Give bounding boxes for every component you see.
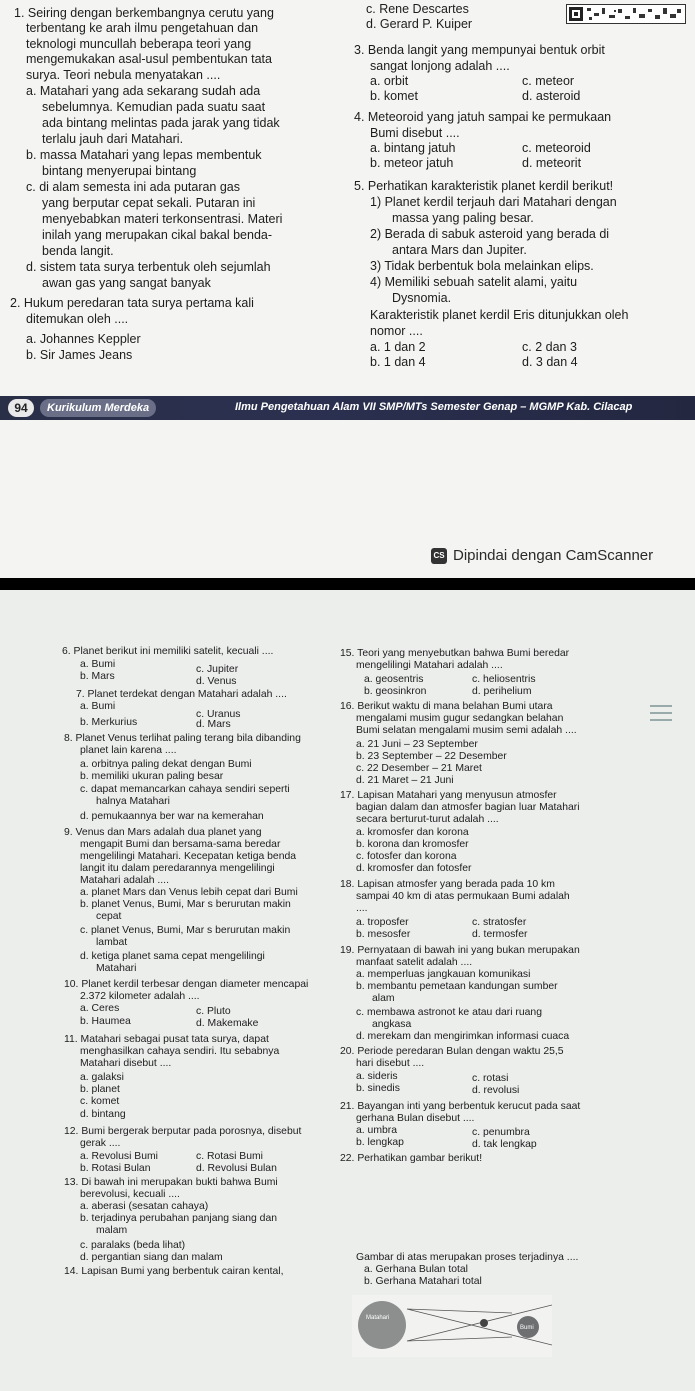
text-line: terlalu jauh dari Matahari. — [42, 132, 184, 146]
text-line: yang berputar cepat sekali. Putaran ini — [42, 196, 256, 210]
text-line: c. meteor — [522, 74, 575, 88]
text-line: cepat — [96, 911, 122, 922]
text-line: b. planet Venus, Bumi, Mar s berurutan makin — [80, 899, 291, 910]
text-line: c. Rotasi Bumi — [196, 1151, 263, 1162]
text-line: mengalami musim gugur sedangkan belahan — [356, 713, 564, 724]
text-line: c. stratosfer — [472, 917, 527, 928]
text-line: a. memperluas jangkauan komunikasi — [356, 969, 531, 980]
text-line: b. sinedis — [356, 1083, 400, 1094]
text-line: d. pemukaannya ber war na kemerahan — [80, 811, 264, 822]
text-line: manfaat satelit adalah .... — [356, 957, 473, 968]
text-line: angkasa — [372, 1019, 412, 1030]
text-line: langit itu dalam peredarannya mengelilingi — [80, 863, 275, 874]
text-line: b. terjadinya perubahan panjang siang dan — [80, 1213, 278, 1224]
text-line: awan gas yang sangat banyak — [42, 276, 211, 290]
scanned-page-2 — [0, 590, 695, 1391]
text-line: a. aberasi (sesatan cahaya) — [80, 1201, 209, 1212]
text-line: ada bintang melintas pada jarak yang tidak — [42, 116, 280, 130]
camscanner-logo: CS — [431, 548, 447, 564]
text-line: 2.372 kilometer adalah .... — [80, 991, 200, 1002]
text-line: a. Revolusi Bumi — [80, 1151, 158, 1162]
text-line: d. Revolusi Bulan — [196, 1163, 277, 1174]
text-line: a. galaksi — [80, 1072, 124, 1083]
text-line: gerhana Bulan disebut .... — [356, 1113, 475, 1124]
text-line: d. meteorit — [522, 156, 582, 170]
text-line: c. heliosentris — [472, 674, 536, 685]
text-line: a. geosentris — [364, 674, 424, 685]
text-line: 1) Planet kerdil terjauh dari Matahari dengan — [370, 195, 617, 209]
text-line: sampai 40 km di atas permukaan Bumi adalah — [356, 891, 570, 902]
text-line: a. orbit — [370, 74, 409, 88]
text-line: d. Venus — [196, 676, 237, 687]
text-line: mengelilingi Matahari adalah .... — [356, 660, 503, 671]
text-line: 3) Tidak berbentuk bola melainkan elips. — [370, 259, 594, 273]
text-line: a. Matahari yang ada sekarang sudah ada — [26, 84, 261, 98]
scanned-page-1 — [0, 0, 695, 590]
text-line: 4) Memiliki sebuah satelit alami, yaitu — [370, 275, 578, 289]
text-line: mengelilingi Matahari. Kecepatan ketiga benda — [80, 851, 297, 862]
text-line: 6. Planet berikut ini memiliki satelit, kecuali .... — [62, 646, 274, 657]
text-line: c. 2 dan 3 — [522, 340, 577, 354]
text-line: a. sideris — [356, 1071, 398, 1082]
text-line: 13. Di bawah ini merupakan bukti bahwa Bumi — [64, 1177, 278, 1188]
text-line: a. planet Mars dan Venus lebih cepat dari Bumi — [80, 887, 298, 898]
text-line: ditemukan oleh .... — [26, 312, 129, 326]
text-line: b. membantu pemetaan kandungan sumber — [356, 981, 558, 992]
text-line: Dysnomia. — [392, 291, 452, 305]
text-line: b. mesosfer — [356, 929, 411, 940]
earth-label: Bumi — [520, 1325, 534, 1331]
text-line: menghasilkan cahaya sendiri. Itu sebabnya — [80, 1046, 280, 1057]
text-line: 22. Perhatikan gambar berikut! — [340, 1153, 483, 1164]
text-line: d. Makemake — [196, 1018, 259, 1029]
text-line: d. Mars — [196, 719, 231, 730]
text-line: d. 3 dan 4 — [522, 355, 578, 369]
text-line: benda langit. — [42, 244, 114, 258]
text-line: 2) Berada di sabuk asteroid yang berada di — [370, 227, 610, 241]
text-line: bintang menyerupai bintang — [42, 164, 197, 178]
text-line: c. Rene Descartes — [366, 2, 469, 16]
text-line: 8. Planet Venus terlihat paling terang bila dibanding — [64, 733, 301, 744]
text-line: d. ketiga planet sama cepat mengelilingi — [80, 951, 265, 962]
text-line: b. Rotasi Bulan — [80, 1163, 151, 1174]
text-line: sebelumnya. Kemudian pada suatu saat — [42, 100, 266, 114]
text-line: b. Mars — [80, 671, 115, 682]
text-line: b. massa Matahari yang lepas membentuk — [26, 148, 262, 162]
text-line: a. Gerhana Bulan total — [364, 1264, 468, 1275]
text-line: .... — [356, 903, 368, 914]
text-line: 2. Hukum peredaran tata surya pertama kali — [10, 296, 254, 310]
text-line: 20. Periode peredaran Bulan dengan waktu 25,5 — [340, 1046, 564, 1057]
text-line: c. rotasi — [472, 1073, 509, 1084]
text-line: nomor .... — [370, 324, 423, 338]
text-line: sangat lonjong adalah .... — [370, 59, 510, 73]
curriculum-badge: Kurikulum Merdeka — [40, 399, 156, 417]
text-line: c. di alam semesta ini ada putaran gas — [26, 180, 241, 194]
text-line: 14. Lapisan Bumi yang berbentuk cairan kental, — [64, 1266, 284, 1277]
text-line: lambat — [96, 937, 128, 948]
text-line: c. Uranus — [196, 709, 241, 720]
text-line: 5. Perhatikan karakteristik planet kerdil berikut! — [354, 179, 614, 193]
text-line: d. tak lengkap — [472, 1139, 537, 1150]
text-line: d. pergantian siang dan malam — [80, 1252, 223, 1263]
text-line: c. membawa astronot ke atau dari ruang — [356, 1007, 542, 1018]
text-line: d. revolusi — [472, 1085, 520, 1096]
text-line: d. bintang — [80, 1109, 126, 1120]
text-line: d. perihelium — [472, 686, 532, 697]
page-number: 94 — [8, 399, 34, 417]
text-line: teknologi muncullah beberapa teori yang — [26, 37, 252, 51]
text-line: b. memiliki ukuran paling besar — [80, 771, 224, 782]
text-line: 10. Planet kerdil terbesar dengan diameter mencapai — [64, 979, 309, 990]
text-line: 4. Meteoroid yang jatuh sampai ke permukaan — [354, 110, 612, 124]
text-line: bagian dalam dan atmosfer bagian luar Matahari — [356, 802, 580, 813]
text-line: c. Jupiter — [196, 664, 239, 675]
text-line: c. penumbra — [472, 1127, 530, 1138]
text-line: b. 23 September – 22 Desember — [356, 751, 507, 762]
text-line: b. Haumea — [80, 1016, 131, 1027]
text-line: b. Sir James Jeans — [26, 348, 133, 362]
text-line: 21. Bayangan inti yang berbentuk kerucut pada saat — [340, 1101, 581, 1112]
text-line: 19. Pernyataan di bawah ini yang bukan merupakan — [340, 945, 580, 956]
text-line: b. meteor jatuh — [370, 156, 454, 170]
text-line: menyebabkan materi terkonsentrasi. Materi — [42, 212, 283, 226]
text-line: c. paralaks (beda lihat) — [80, 1240, 186, 1251]
text-line: Matahari disebut .... — [80, 1058, 172, 1069]
camscanner-label: Dipindai dengan CamScanner — [453, 547, 654, 564]
book-footer-banner — [0, 396, 695, 420]
menu-icon[interactable] — [650, 700, 672, 726]
text-line: halnya Matahari — [96, 796, 170, 807]
text-line: a. orbitnya paling dekat dengan Bumi — [80, 759, 252, 770]
text-line: antara Mars dan Jupiter. — [392, 243, 527, 257]
book-title: Ilmu Pengetahuan Alam VII SMP/MTs Semester Genap – MGMP Kab. Cilacap — [235, 401, 633, 413]
moon-icon — [480, 1319, 488, 1327]
text-line: berevolusi, kecuali .... — [80, 1189, 180, 1200]
text-line: a. troposfer — [356, 917, 409, 928]
text-line: b. 1 dan 4 — [370, 355, 426, 369]
text-line: d. 21 Maret – 21 Juni — [356, 775, 454, 786]
text-line: Gambar di atas merupakan proses terjadinya .... — [356, 1252, 579, 1263]
sun-label: Matahari — [366, 1315, 390, 1321]
text-line: a. 1 dan 2 — [370, 340, 426, 354]
text-line: planet lain karena .... — [80, 745, 177, 756]
text-line: Karakteristik planet kerdil Eris ditunjukkan oleh — [370, 308, 629, 322]
text-line: a. kromosfer dan korona — [356, 827, 469, 838]
text-line: 7. Planet terdekat dengan Matahari adalah .... — [76, 689, 287, 700]
text-line: c. komet — [80, 1096, 120, 1107]
text-line: a. Bumi — [80, 659, 116, 670]
text-line: 15. Teori yang menyebutkan bahwa Bumi beredar — [340, 648, 570, 659]
text-line: a. Bumi — [80, 701, 116, 712]
sun-icon — [358, 1301, 406, 1349]
text-line: Bumi selatan mengalami musim semi adalah .... — [356, 725, 577, 736]
text-line: a. umbra — [356, 1125, 398, 1136]
text-line: hari disebut .... — [356, 1058, 425, 1069]
text-line: inilah yang merupakan cikal bakal benda- — [42, 228, 273, 242]
eclipse-diagram — [352, 1295, 552, 1357]
text-line: 12. Bumi bergerak berputar pada porosnya, disebut — [64, 1126, 302, 1137]
text-line: d. asteroid — [522, 89, 581, 103]
text-line: d. merekam dan mengirimkan informasi cuaca — [356, 1031, 570, 1042]
text-line: d. sistem tata surya terbentuk oleh sejumlah — [26, 260, 271, 274]
text-line: c. 22 Desember – 21 Maret — [356, 763, 482, 774]
text-line: mengemukakan asal-usul pembentukan tata — [26, 52, 272, 66]
text-line: 18. Lapisan atmosfer yang berada pada 10 km — [340, 879, 555, 890]
text-line: b. geosinkron — [364, 686, 427, 697]
text-line: c. planet Venus, Bumi, Mar s berurutan makin — [80, 925, 291, 936]
text-line: Bumi disebut .... — [370, 126, 460, 140]
text-line: b. lengkap — [356, 1137, 404, 1148]
text-line: b. Merkurius — [80, 717, 138, 728]
text-line: b. komet — [370, 89, 418, 103]
text-line: 9. Venus dan Mars adalah dua planet yang — [64, 827, 262, 838]
text-line: d. Gerard P. Kuiper — [366, 17, 473, 31]
text-line: b. korona dan kromosfer — [356, 839, 469, 850]
text-line: b. planet — [80, 1084, 120, 1095]
text-line: b. Gerhana Matahari total — [364, 1276, 482, 1287]
text-line: Matahari adalah .... — [80, 875, 169, 886]
text-line: a. 21 Juni – 23 September — [356, 739, 478, 750]
text-line: a. Ceres — [80, 1003, 120, 1014]
text-line: 11. Matahari sebagai pusat tata surya, dapat — [64, 1034, 269, 1045]
text-line: 16. Berikut waktu di mana belahan Bumi utara — [340, 701, 553, 712]
text-line: gerak .... — [80, 1138, 121, 1149]
text-line: terbentang ke arah ilmu pengetahuan dan — [26, 21, 259, 35]
text-line: secara berturut-turut adalah .... — [356, 814, 499, 825]
text-line: mengapit Bumi dan bersama-sama beredar — [80, 839, 281, 850]
text-line: alam — [372, 993, 395, 1004]
text-line: massa yang paling besar. — [392, 211, 534, 225]
text-line: a. bintang jatuh — [370, 141, 456, 155]
qr-code — [566, 4, 686, 24]
text-line: d. termosfer — [472, 929, 528, 940]
text-line: 1. Seiring dengan berkembangnya cerutu yang — [14, 6, 274, 20]
text-line: c. meteoroid — [522, 141, 591, 155]
text-line: malam — [96, 1225, 128, 1236]
text-line: Matahari — [96, 963, 137, 974]
text-line: surya. Teori nebula menyatakan .... — [26, 68, 221, 82]
text-line: a. Johannes Keppler — [26, 332, 141, 346]
text-line: c. Pluto — [196, 1006, 231, 1017]
text-line: c. dapat memancarkan cahaya sendiri seperti — [80, 784, 290, 795]
text-line: c. fotosfer dan korona — [356, 851, 457, 862]
text-line: 3. Benda langit yang mempunyai bentuk orbit — [354, 43, 605, 57]
text-line: d. kromosfer dan fotosfer — [356, 863, 472, 874]
text-line: 17. Lapisan Matahari yang menyusun atmosfer — [340, 790, 557, 801]
